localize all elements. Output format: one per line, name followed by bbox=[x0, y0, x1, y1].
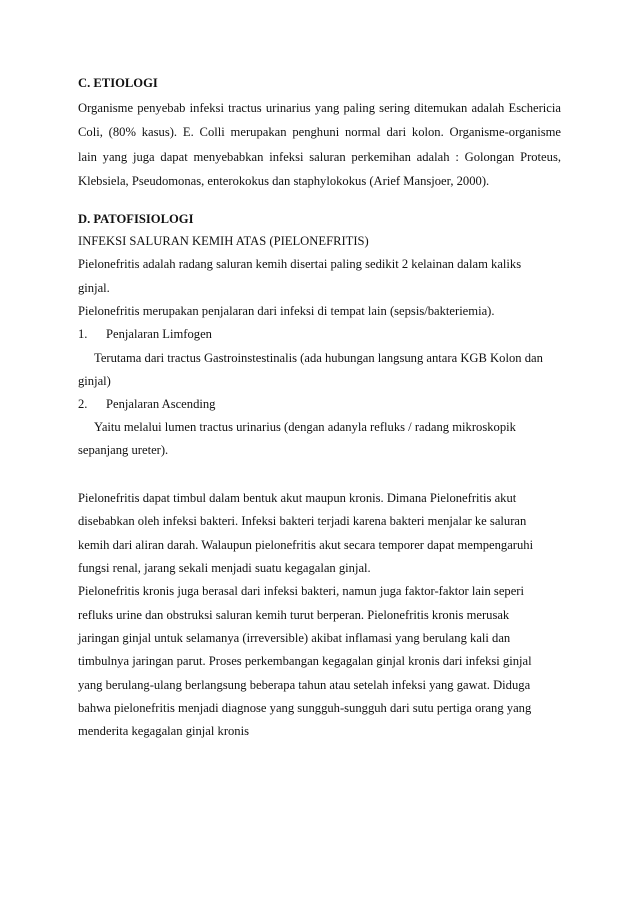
list-item-desc: sepanjang ureter). bbox=[78, 443, 169, 457]
list-item-number: 1. bbox=[78, 327, 88, 341]
list-item-number: 2. bbox=[78, 397, 88, 411]
section-heading-etiologi: C. ETIOLOGI bbox=[78, 76, 158, 90]
etiologi-line: Coli, (80% kasus). E. Colli merupakan penghuni normal dari kolon. Organisme-organisme bbox=[78, 125, 561, 139]
paragraph-line: bahwa pielonefritis menjadi diagnose yang sungguh-sungguh dari sutu pertiga orang yang bbox=[78, 701, 532, 715]
paragraph-line: yang berulang-ulang berlangsung beberapa tahun atau setelah infeksi yang gawat. Diduga bbox=[78, 678, 531, 692]
intro-line: Pielonefritis merupakan penjalaran dari infeksi di tempat lain (sepsis/bakteriemia). bbox=[78, 304, 495, 318]
paragraph-line: refluks urine dan obstruksi saluran kemih turut berperan. Pielonefritis kronis merusak bbox=[78, 608, 510, 622]
paragraph-line: jaringan ginjal untuk selamanya (irreversible) akibat inflamasi yang berulang kali dan bbox=[78, 631, 511, 645]
paragraph-line: timbulnya jaringan parut. Proses perkembangan kegagalan ginjal kronis dari infeksi ginjal bbox=[78, 654, 532, 668]
paragraph-line: disebabkan oleh infeksi bakteri. Infeksi bakteri terjadi karena bakteri menjalar ke saluran bbox=[78, 514, 527, 528]
list-item-desc: Terutama dari tractus Gastroinstestinalis (ada hubungan langsung antara KGB Kolon dan bbox=[94, 351, 543, 365]
intro-line: Pielonefritis adalah radang saluran kemih disertai paling sedikit 2 kelainan dalam kaliks bbox=[78, 257, 522, 271]
etiologi-line: Organisme penyebab infeksi tractus urinarius yang paling sering ditemukan adalah Eschericia bbox=[78, 101, 561, 115]
etiologi-line: Klebsiela, Pseudomonas, enterokokus dan staphylokokus (Arief Mansjoer, 2000). bbox=[78, 174, 490, 188]
paragraph-line: fungsi renal, jarang sekali menjadi suatu kegagalan ginjal. bbox=[78, 561, 371, 575]
intro-line: ginjal. bbox=[78, 281, 110, 295]
section-heading-patofisiologi: D. PATOFISIOLOGI bbox=[78, 212, 194, 226]
paragraph-line: kemih dari aliran darah. Walaupun pielonefritis akut secara temporer dapat mempengaruhi bbox=[78, 538, 534, 552]
subheading-pielonefritis: INFEKSI SALURAN KEMIH ATAS (PIELONEFRITIS) bbox=[78, 234, 369, 248]
paragraph-line: menderita kegagalan ginjal kronis bbox=[78, 724, 250, 738]
list-item-title: Penjalaran Limfogen bbox=[106, 327, 212, 341]
list-item-title: Penjalaran Ascending bbox=[106, 397, 216, 411]
list-item-desc: Yaitu melalui lumen tractus urinarius (dengan adanyla refluks / radang mikroskopik bbox=[94, 420, 516, 434]
etiologi-line: lain yang juga dapat menyebabkan infeksi saluran perkemihan adalah : Golongan Proteus, bbox=[78, 150, 561, 164]
list-item-desc: ginjal) bbox=[78, 374, 111, 388]
paragraph-line: Pielonefritis dapat timbul dalam bentuk akut maupun kronis. Dimana Pielonefritis akut bbox=[78, 491, 517, 505]
paragraph-line: Pielonefritis kronis juga berasal dari infeksi bakteri, namun juga faktor-faktor lain seperi bbox=[78, 584, 524, 598]
